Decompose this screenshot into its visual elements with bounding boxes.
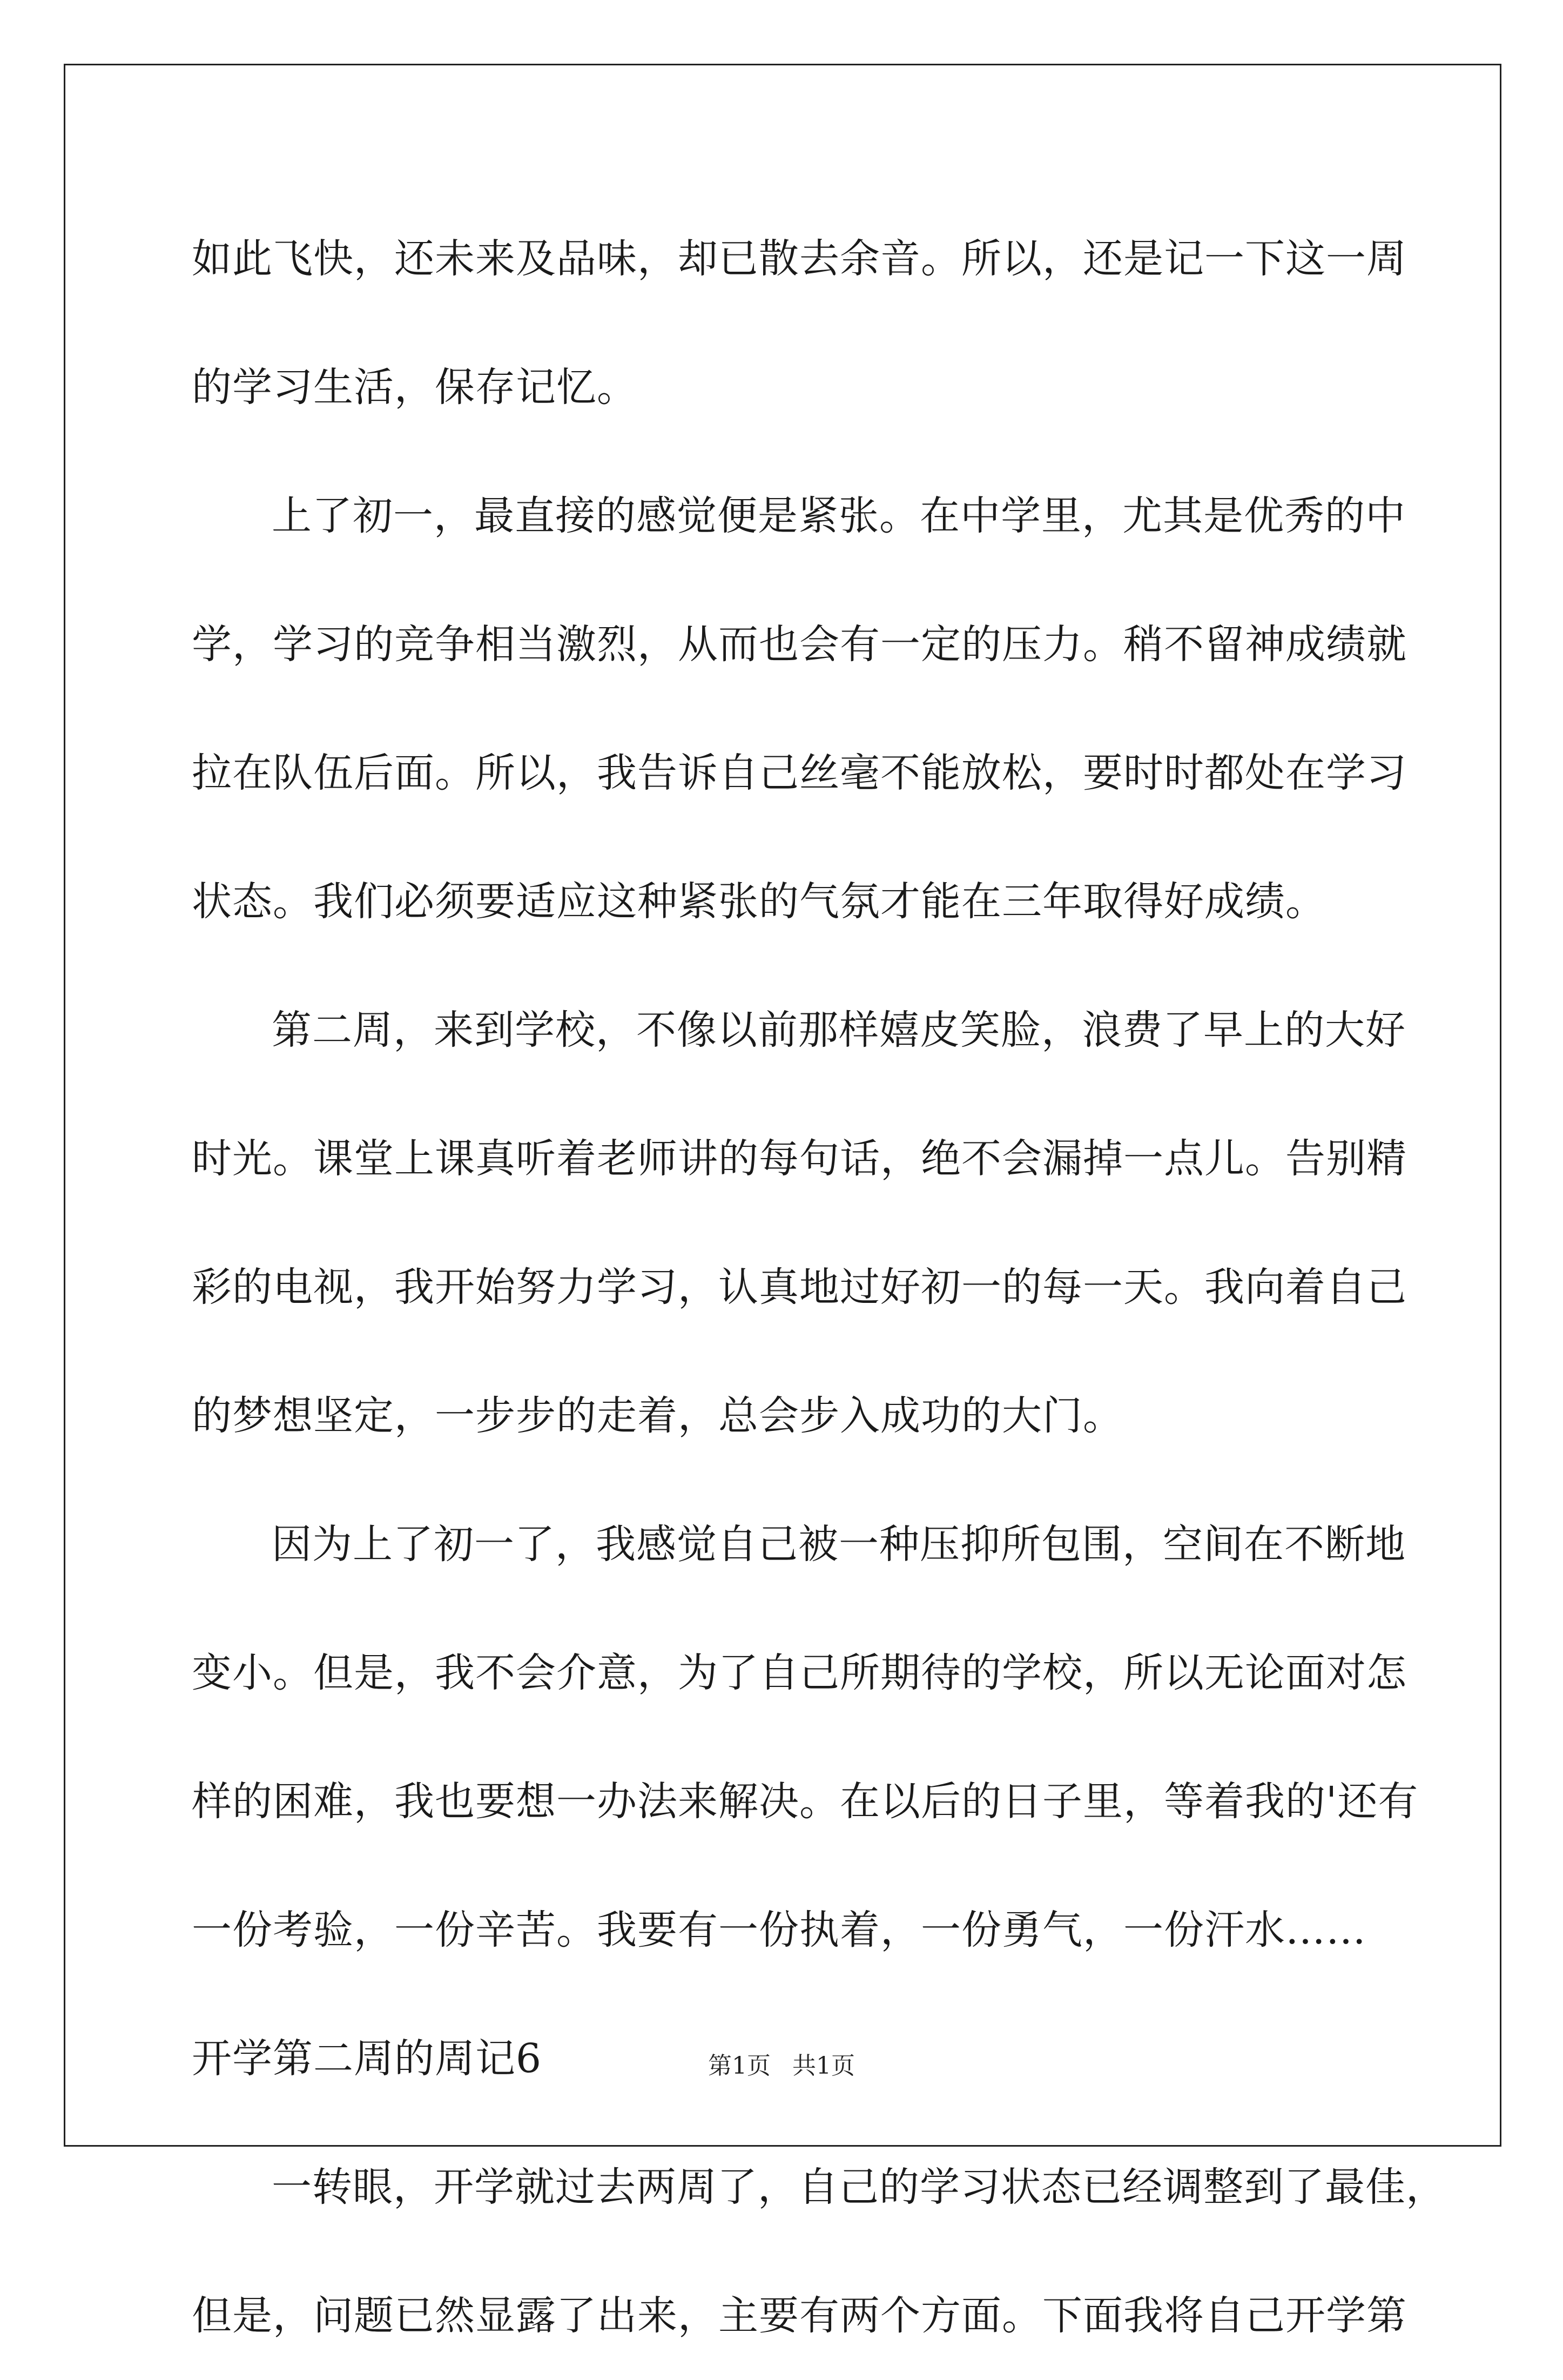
paragraph-start-line: 上了初一，最直接的感觉便是紧张。在中学里，尤其是优秀的中 <box>272 493 1406 539</box>
text-line: 学，学习的竞争相当激烈，从而也会有一定的压力。稍不留神成绩就 <box>192 621 1407 668</box>
page-number-current: 第1页 <box>708 2052 771 2080</box>
text-line: 拉在队伍后面。所以，我告诉自己丝毫不能放松，要时时都处在学习 <box>192 750 1407 796</box>
text-line: 样的困难，我也要想一办法来解决。在以后的日子里，等着我的'还有 <box>192 1778 1419 1825</box>
text-line: 时光。课堂上课真听着老师讲的每句话，绝不会漏掉一点儿。告别精 <box>192 1135 1407 1182</box>
paragraph-start-line: 因为上了初一了，我感觉自己被一种压抑所包围，空间在不断地 <box>272 1521 1406 1568</box>
text-line: 一份考验，一份辛苦。我要有一份执着，一份勇气，一份汗水…… <box>192 1907 1366 1953</box>
page-footer <box>0 2050 1563 2082</box>
paragraph-start-line: 一转眼，开学就过去两周了，自己的学习状态已经调整到了最佳， <box>272 2164 1446 2210</box>
text-line: 如此飞快，还未来及品味，却已散去余音。所以，还是记一下这一周 <box>192 236 1407 282</box>
page-number-total: 共1页 <box>792 2052 855 2080</box>
text-line: 但是，问题已然显露了出来，主要有两个方面。下面我将自己开学第 <box>192 2292 1407 2339</box>
text-line: 状态。我们必须要适应这种紧张的气氛才能在三年取得好成绩。 <box>192 878 1326 925</box>
text-line: 的梦想坚定，一步步的走着，总会步入成功的大门。 <box>192 1393 1123 1439</box>
paragraph-start-line: 第二周，来到学校，不像以前那样嬉皮笑脸，浪费了早上的大好 <box>272 1007 1406 1053</box>
text-line: 变小。但是，我不会介意，为了自己所期待的学校，所以无论面对怎 <box>192 1650 1407 1696</box>
section-heading: 开学第二周的周记6 <box>192 2035 542 2082</box>
text-line: 的学习生活，保存记忆。 <box>192 364 637 411</box>
text-line: 彩的电视，我开始努力学习，认真地过好初一的每一天。我向着自己 <box>192 1264 1407 1310</box>
